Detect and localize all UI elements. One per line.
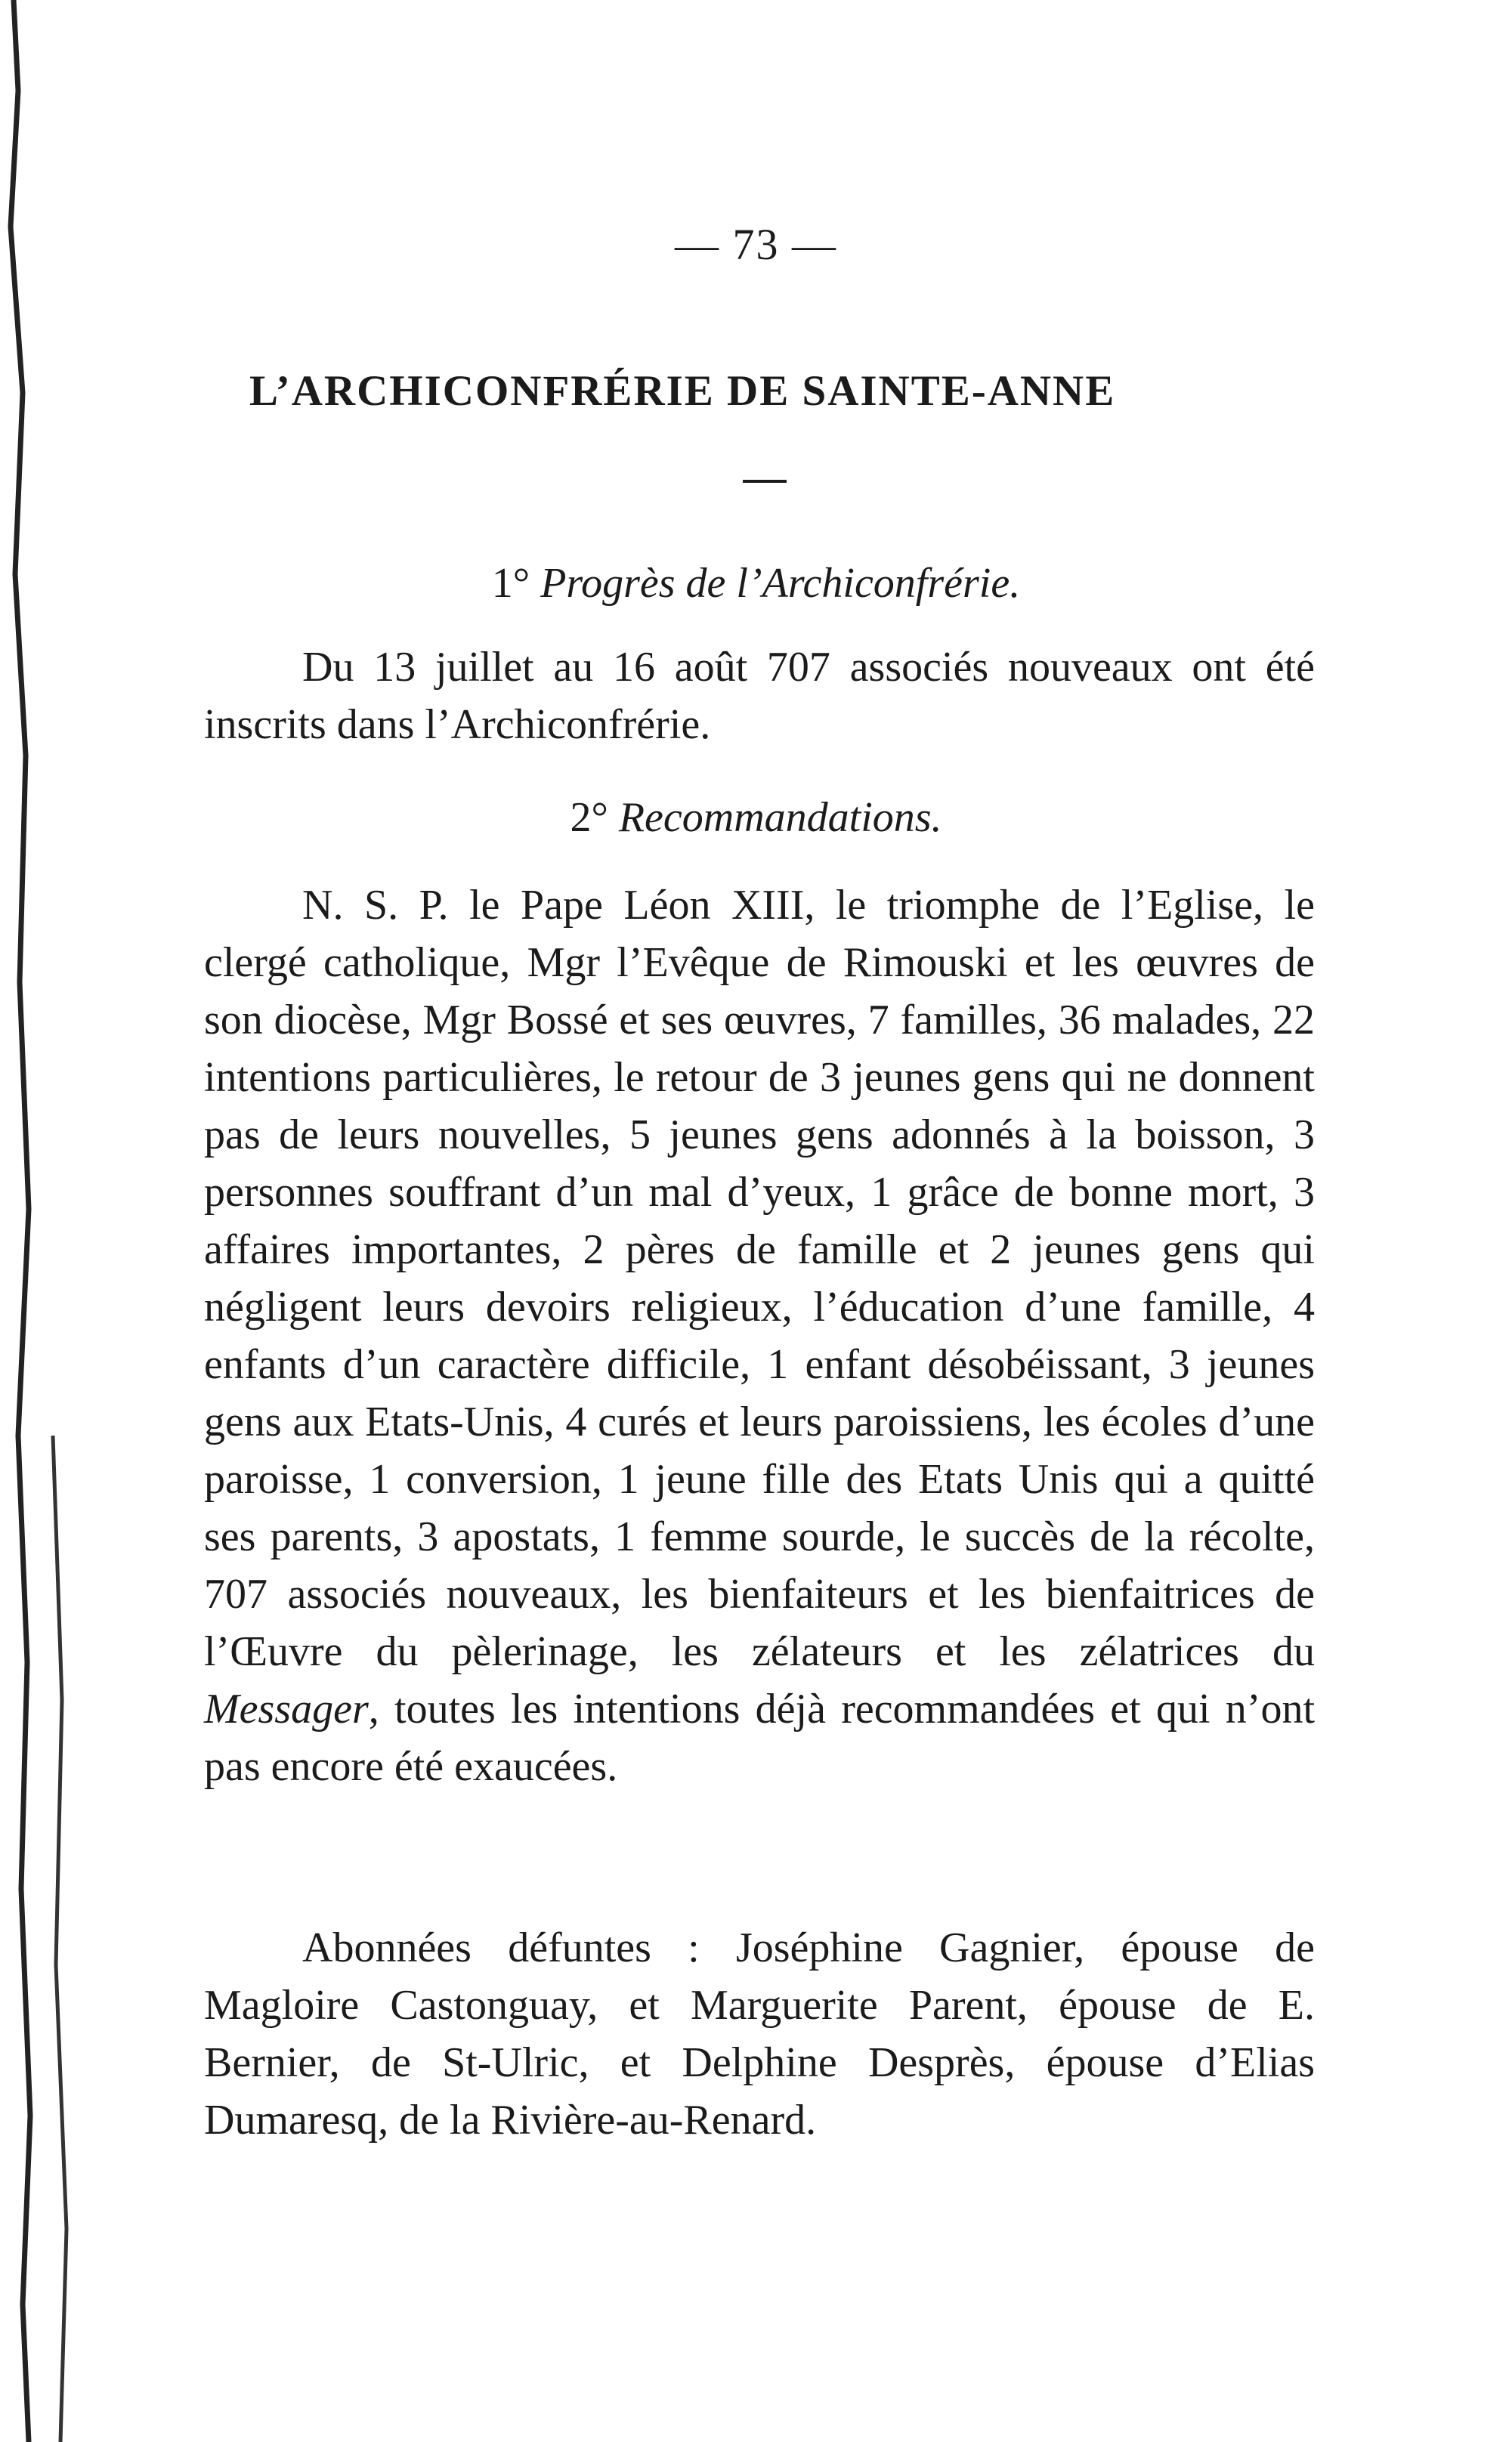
title-divider xyxy=(743,480,787,483)
page-edge-shadow xyxy=(0,0,106,2442)
section-heading-text: Recommandations. xyxy=(618,794,942,841)
page-number: — 73 — xyxy=(675,220,837,269)
messager-title: Messager xyxy=(204,1686,369,1733)
paragraph-recommandations xyxy=(204,876,1315,1795)
section-heading-text: Progrès de l’Archiconfrérie. xyxy=(540,560,1021,607)
paragraph-abonnees-defuntes: Abonnées défuntes : Joséphine Gagnier, épouse de Magloire Castonguay, et Marguerite Parent, épouse de E. Bernier, de St-Ulric, et Delphine Desprès, épouse d’Elias Dumaresq, de la Rivière-au-Renard. xyxy=(204,1924,1315,2144)
section-heading-progres xyxy=(0,559,1512,607)
section-numeral: 2° xyxy=(570,794,608,841)
recommandations-text-end: , toutes les intentions déjà recommandées et qui n’ont pas encore été exaucées. xyxy=(204,1686,1315,1790)
paragraph-progres: Du 13 juillet au 16 août 707 associés nouveaux ont été inscrits dans l’Archiconfrérie. xyxy=(204,644,1315,748)
section-numeral: 1° xyxy=(491,560,530,607)
section-heading-recommandations xyxy=(0,793,1512,842)
page-title: L’ARCHICONFRÉRIE DE SAINTE-ANNE xyxy=(249,367,1116,415)
recommandations-text: N. S. P. le Pape Léon XIII, le triomphe de l’Eglise, le clergé catholique, Mgr l’Evêque de Rimouski et les œuvres de son diocèse, Mgr Bossé et ses œuvres, 7 familles, 36 malades, 22 intentions particulières, le retour de 3 jeunes gens qui ne donnent pas de leurs nouvelles, 5 jeunes gens adonnés à la boisson, 3 personnes souffrant d’un mal d’yeux, 1 grâce de bonne mort, 3 affaires importantes, 2 pères de famille et 2 jeunes gens qui négligent leurs devoirs religieux, l’éducation d’une famille, 4 enfants d’un caractère difficile, 1 enfant désobéissant, 3 jeunes gens aux Etats-Unis, 4 curés et leurs paroissiens, les écoles d’une paroisse, 1 conversion, 1 jeune fille des Etats Unis qui a quitté ses parents, 3 apostats, 1 femme sourde, le succès de la récolte, 707 associés nouveaux, les bienfaiteurs et les bienfaitrices de l’Œuvre du pèlerinage, les zélateurs et les zélatrices du xyxy=(204,882,1315,1675)
